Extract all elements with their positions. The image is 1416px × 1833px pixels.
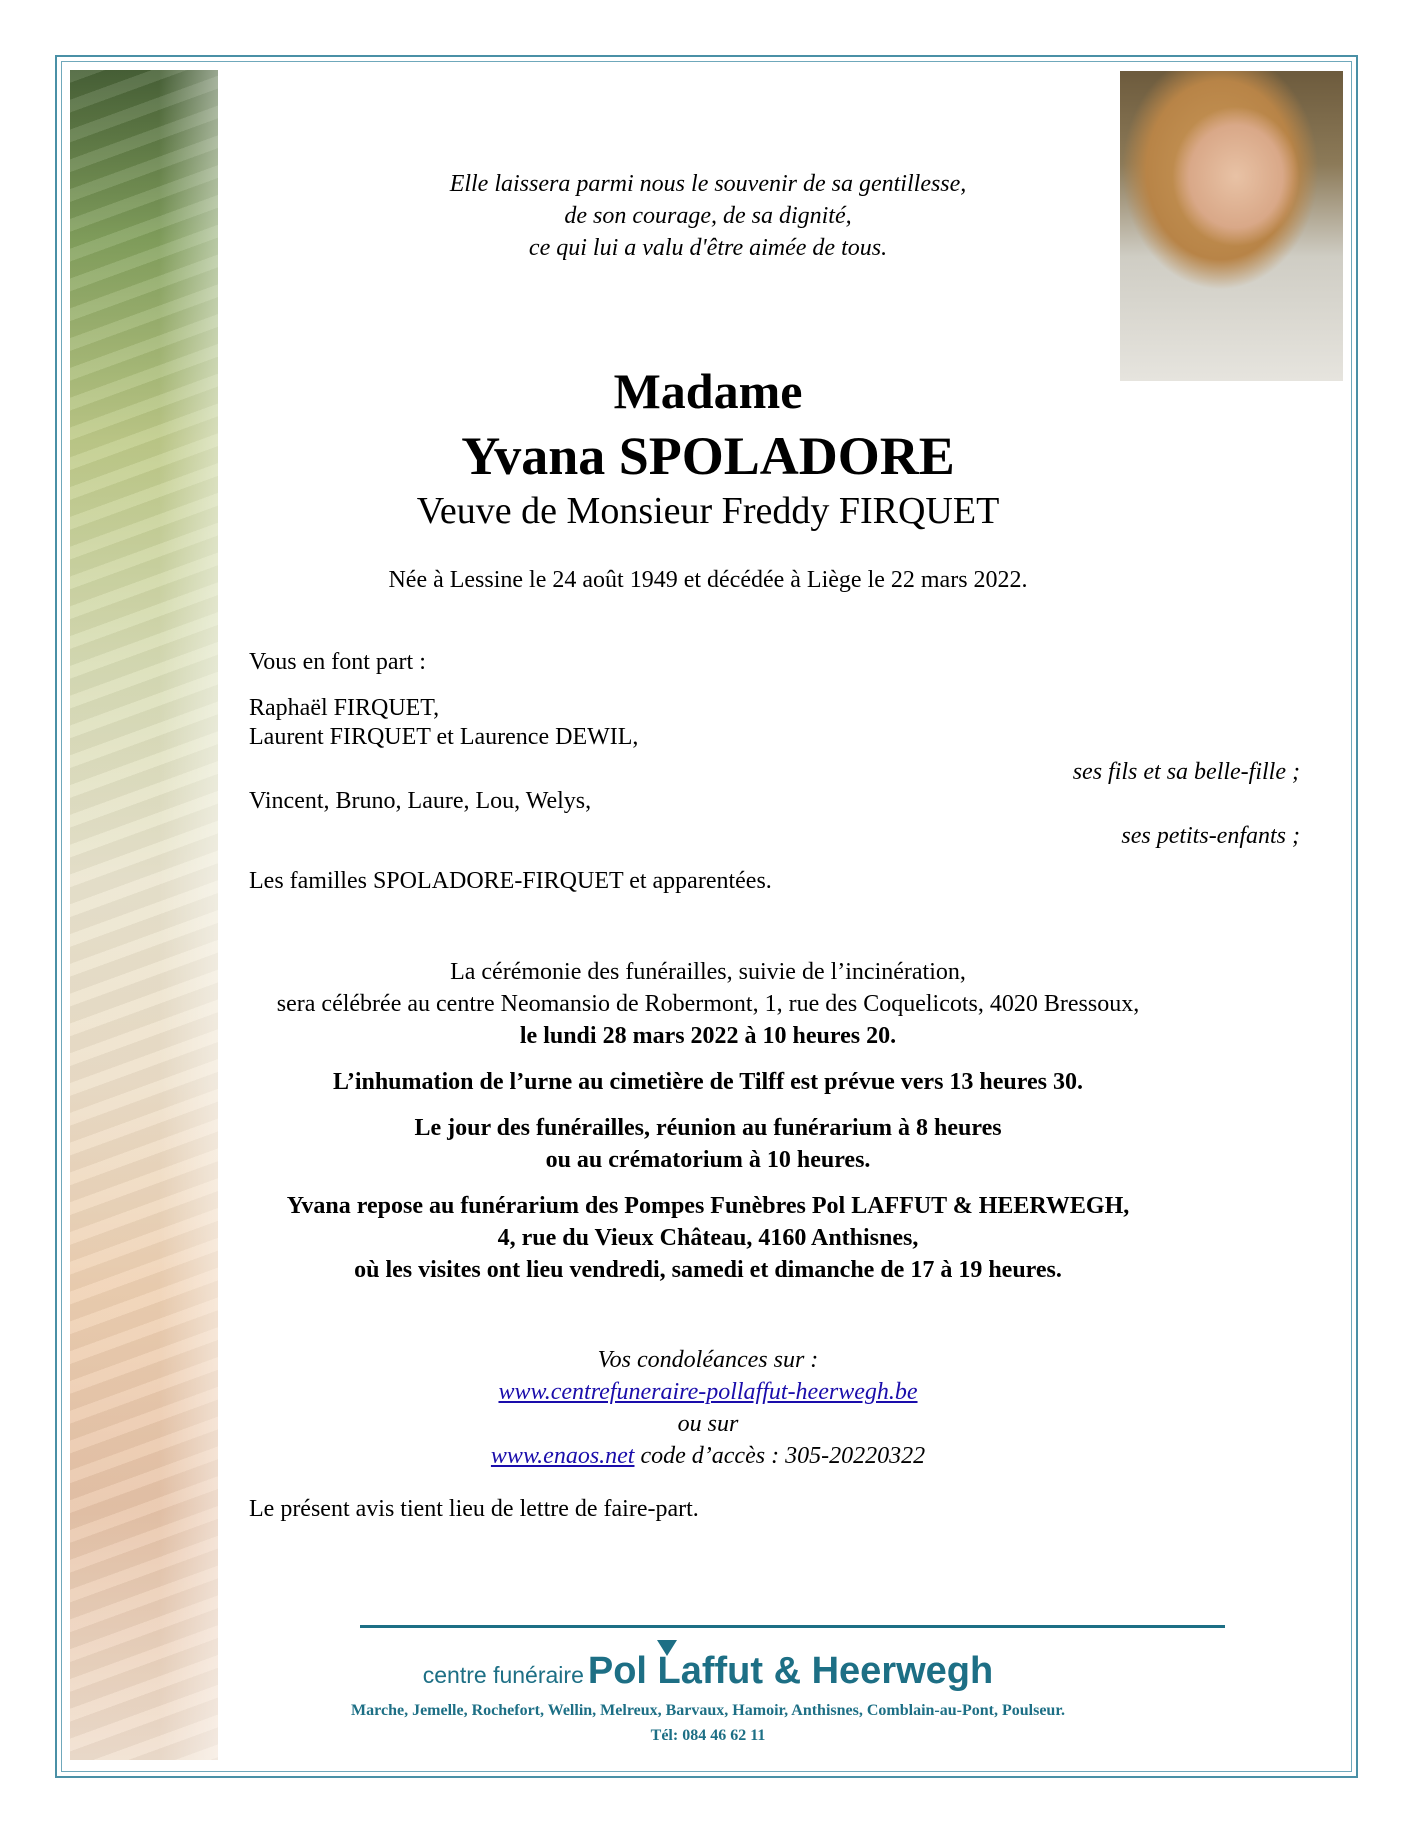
- family-sons-role: ses fils et sa belle-fille ;: [1072, 759, 1300, 785]
- footer-towns: Marche, Jemelle, Rochefort, Wellin, Melreux, Barvaux, Hamoir, Anthisnes, Comblain-au-Pont, Poulseur.: [351, 1702, 1065, 1719]
- family-relatives: Les familles SPOLADORE-FIRQUET et apparentées.: [249, 868, 772, 894]
- ceremony-line: sera célébrée au centre Neomansio de Robermont, 1, rue des Coquelicots, 4020 Bressoux,: [276, 991, 1140, 1017]
- memorial-quote: [0, 168, 1416, 264]
- title-salutation: Madame: [613, 363, 803, 419]
- brand-name: Pol Laffut & Heerwegh: [587, 1650, 994, 1692]
- rest-line-2: 4, rue du Vieux Château, 4160 Anthisnes,: [497, 1225, 919, 1251]
- condolences-or: ou sur: [677, 1411, 739, 1437]
- ceremony-block: [0, 956, 1416, 1052]
- ceremony-line: La cérémonie des funérailles, suivie de l’incinération,: [450, 959, 966, 985]
- ceremony-date: le lundi 28 mars 2022 à 10 heures 20.: [519, 1023, 897, 1049]
- funeral-home-logo: [0, 1650, 1416, 1693]
- family-grandchildren-role: ses petits-enfants ;: [1121, 823, 1300, 849]
- footer-divider: [360, 1625, 1225, 1628]
- family-son-2: Laurent FIRQUET et Laurence DEWIL,: [249, 724, 639, 750]
- quote-line: ce qui lui a valu d'être aimée de tous.: [528, 235, 888, 261]
- rest-line-1: Yvana repose au funérarium des Pompes Funèbres Pol LAFFUT & HEERWEGH,: [286, 1193, 1130, 1219]
- quote-line: Elle laissera parmi nous le souvenir de sa gentillesse,: [449, 171, 967, 197]
- forest-path-image: [70, 70, 218, 1760]
- condolences-block: [0, 1344, 1416, 1472]
- notice-line: Le présent avis tient lieu de lettre de faire-part.: [249, 1496, 699, 1522]
- birth-death-line: Née à Lessine le 24 août 1949 et décédée à Liège le 22 mars 2022.: [388, 567, 1028, 593]
- access-code: code d’accès : 305-20220322: [634, 1443, 926, 1469]
- family-intro: Vous en font part :: [249, 649, 426, 675]
- quote-line: de son courage, de sa dignité,: [564, 203, 852, 229]
- deceased-name: Yvana SPOLADORE: [461, 426, 955, 486]
- meeting-line-1: Le jour des funérailles, réunion au funérarium à 8 heures: [414, 1115, 1002, 1141]
- family-son-1: Raphaël FIRQUET,: [249, 695, 440, 721]
- family-grandchildren: Vincent, Bruno, Laure, Lou, Welys,: [249, 788, 592, 814]
- footer-phone: Tél: 084 46 62 11: [650, 1727, 766, 1744]
- meeting-line-2: ou au crématorium à 10 heures.: [545, 1147, 871, 1173]
- rest-line-3: où les visites ont lieu vendredi, samedi et dimanche de 17 à 19 heures.: [354, 1257, 1062, 1283]
- condolences-link-funeral-center[interactable]: www.centrefuneraire-pollaffut-heerwegh.be: [498, 1379, 918, 1405]
- widow-of: Veuve de Monsieur Freddy FIRQUET: [416, 490, 1000, 532]
- condolences-intro: Vos condoléances sur :: [597, 1347, 819, 1373]
- condolences-link-enaos[interactable]: www.enaos.net: [490, 1443, 635, 1469]
- burial-line: L’inhumation de l’urne au cimetière de Tilff est prévue vers 13 heures 30.: [333, 1069, 1083, 1095]
- brand-prefix: centre funéraire: [422, 1662, 584, 1688]
